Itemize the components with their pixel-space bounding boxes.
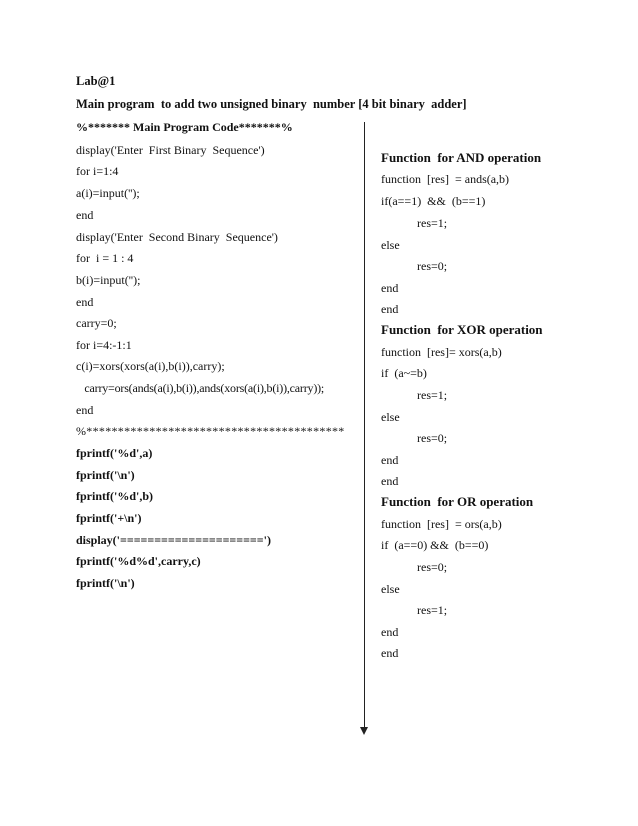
code-line: for i=4:-1:1	[76, 338, 132, 352]
code-line: res=1;	[417, 388, 448, 402]
column-divider-line	[364, 122, 365, 728]
code-line: end	[381, 453, 399, 467]
code-line: fprintf('+\n')	[76, 511, 142, 525]
code-line: display('Enter Second Binary Sequence')	[76, 230, 278, 244]
code-line: end	[76, 403, 94, 417]
code-line: else	[381, 410, 400, 424]
code-line: if (a~=b)	[381, 366, 427, 380]
code-line: if (a==0) && (b==0)	[381, 538, 489, 552]
code-line: end	[76, 295, 94, 309]
code-line: for i = 1 : 4	[76, 251, 134, 265]
code-line: if(a==1) && (b==1)	[381, 194, 486, 208]
code-line: fprintf('%d',b)	[76, 489, 154, 503]
code-separator: %*****************************************	[76, 424, 345, 438]
code-line: end	[381, 302, 399, 316]
code-line: fprintf('\n')	[76, 468, 135, 482]
code-line: end	[381, 646, 399, 660]
code-line: carry=ors(ands(a(i),b(i)),ands(xors(a(i),b(i)),carry));	[76, 381, 325, 395]
code-line: for i=1:4	[76, 164, 119, 178]
code-line: function [res]= xors(a,b)	[381, 345, 502, 359]
code-line: res=1;	[417, 603, 448, 617]
code-line: end	[381, 281, 399, 295]
code-line: else	[381, 238, 400, 252]
lab-label: Lab@1	[76, 74, 116, 88]
code-line: function [res] = ors(a,b)	[381, 517, 502, 531]
code-line: b(i)=input('');	[76, 273, 141, 287]
code-line: fprintf('%d',a)	[76, 446, 153, 460]
code-line: end	[381, 474, 399, 488]
code-line: display('=====================')	[76, 533, 271, 547]
code-line: display('Enter First Binary Sequence')	[76, 143, 265, 157]
code-line: else	[381, 582, 400, 596]
and-function-heading: Function for AND operation	[381, 150, 542, 165]
code-line: res=0;	[417, 431, 448, 445]
code-line: fprintf('%d%d',carry,c)	[76, 554, 201, 568]
code-line: res=1;	[417, 216, 448, 230]
code-line: function [res] = ands(a,b)	[381, 172, 510, 186]
xor-function-heading: Function for XOR operation	[381, 322, 543, 337]
code-line: a(i)=input('');	[76, 186, 140, 200]
or-function-heading: Function for OR operation	[381, 494, 534, 509]
code-line: res=0;	[417, 259, 448, 273]
code-line: end	[381, 625, 399, 639]
main-code-banner: %******* Main Program Code*******%	[76, 120, 293, 134]
arrow-down-icon	[360, 727, 368, 735]
code-line: res=0;	[417, 560, 448, 574]
code-line: fprintf('\n')	[76, 576, 135, 590]
code-line: end	[76, 208, 94, 222]
code-line: carry=0;	[76, 316, 117, 330]
document-title: Main program to add two unsigned binary number [4 bit binary adder]	[76, 97, 467, 111]
code-line: c(i)=xors(xors(a(i),b(i)),carry);	[76, 359, 225, 373]
